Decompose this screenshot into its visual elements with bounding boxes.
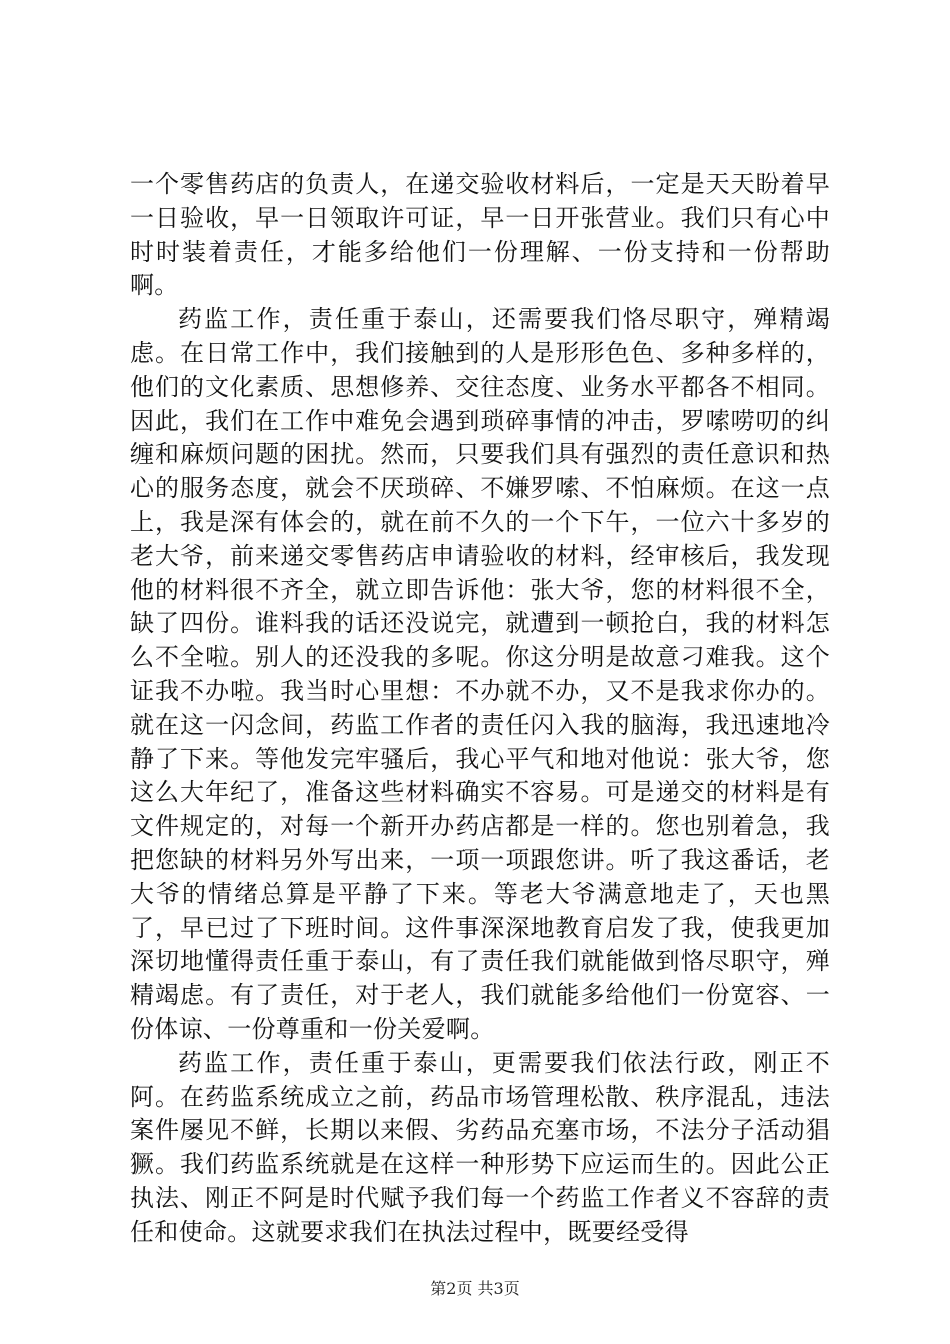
paragraph-1: 一个零售药店的负责人，在递交验收材料后，一定是天天盼着早一日验收，早一日领取许可证，早一日开张营业。我们只有心中时时装着责任，才能多给他们一份理解、一份支持和一份帮助啊。 xyxy=(130,170,830,300)
page-footer: 第2页 共3页 xyxy=(430,1279,520,1298)
paragraph-2: 药监工作，责任重于泰山，还需要我们恪尽职守，殚精竭虑。在日常工作中，我们接触到的人是形形色色、多种多样的，他们的文化素质、思想修养、交往态度、业务水平都各不相同。因此，我们在工作中难免会遇到琐碎事情的冲击，罗嗦唠叨的纠缠和麻烦问题的困扰。然而，只要我们具有强烈的责任意识和热心的服务态度，就会不厌琐碎、不嫌罗嗦、不怕麻烦。在这一点上，我是深有体会的，就在前不久的一个下午，一位六十多岁的老大爷，前来递交零售药店申请验收的材料，经审核后，我发现他的材料很不齐全，就立即告诉他：张大爷，您的材料很不全，缺了四份。谁料我的话还没说完，就遭到一顿抢白，我的材料怎么不全啦。别人的还没我的多呢。你这分明是故意刁难我。这个证我不办啦。我当时心里想：不办就不办，又不是我求你办的。就在这一闪念间，药监工作者的责任闪入我的脑海，我迅速地冷静了下来。等他发完牢骚后，我心平气和地对他说：张大爷，您这么大年纪了，准备这些材料确实不容易。可是递交的材料是有文件规定的，对每一个新开办药店都是一样的。您也别着急，我把您缺的材料另外写出来，一项一项跟您讲。听了我这番话，老大爷的情绪总算是平静了下来。等老大爷满意地走了，天也黑了，早已过了下班时间。这件事深深地教育启发了我，使我更加深切地懂得责任重于泰山，有了责任我们就能做到恪尽职守，殚精竭虑。有了责任，对于老人，我们就能多给他们一份宽容、一份体谅、一份尊重和一份关爱啊。 xyxy=(130,305,830,1043)
document-body xyxy=(130,168,830,1250)
paragraph-3: 药监工作，责任重于泰山，更需要我们依法行政，刚正不阿。在药监系统成立之前，药品市场管理松散、秩序混乱，违法案件屡见不鲜，长期以来假、劣药品充塞市场，不法分子活动猖獗。我们药监系统就是在这样一种形势下应运而生的。因此公正执法、刚正不阿是时代赋予我们每一个药监工作者义不容辞的责任和使命。这就要求我们在执法过程中，既要经受得 xyxy=(130,1048,830,1246)
